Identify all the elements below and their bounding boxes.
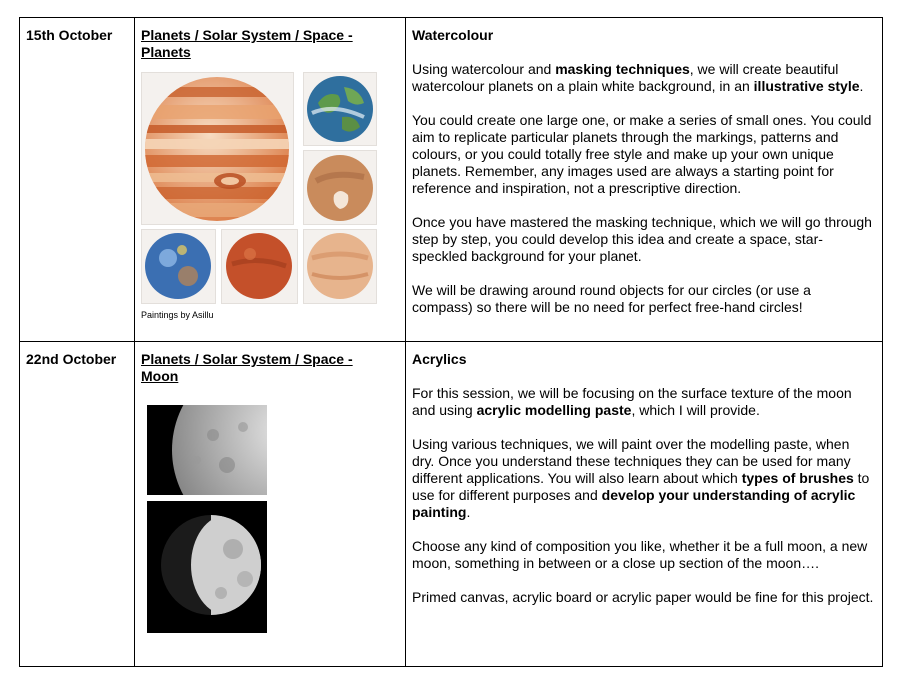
bold-text: illustrative style [753,78,860,94]
venus-graphic [304,230,376,303]
planet-paintings-image [141,72,381,304]
table-row [20,18,883,342]
earth-graphic [304,73,376,145]
jupiter-graphic [142,73,293,224]
paragraph-text: , which I will provide. [631,402,760,418]
nebula-planet-painting [141,229,216,304]
pluto-graphic [304,151,376,224]
bold-text: masking techniques [555,61,690,77]
paragraph-text: Using various techniques, we will paint over the modelling paste, when dry. Once you understand these techniques they can be used for many different applications. You will also learn about which [412,436,851,486]
paragraph-text: to use for different purposes and [412,470,870,503]
description-paragraph: Primed canvas, acrylic board or acrylic paper would be fine for this project. [412,589,874,605]
session-date: 22nd October [26,351,117,367]
half-moon-photo [147,501,267,633]
table-row [20,342,883,667]
topic-cell [135,342,406,667]
medium-heading: Watercolour [412,27,494,43]
paragraph-text: . [859,78,864,94]
session-topic: Planets / Solar System / Space - Planets [141,27,353,60]
bold-text: develop your understanding of acrylic painting [412,487,856,520]
moon-photos [135,385,405,625]
session-topic: Planets / Solar System / Space - Moon [141,351,353,384]
description-cell [406,18,883,342]
description-paragraph: Once you have mastered the masking technique, which we will go through step by step, you could develop this idea and create a space, star-speckled background for your planet. [412,214,872,264]
mars-graphic [222,230,297,303]
bold-text: types of brushes [741,470,854,486]
earth-painting [303,72,377,146]
description-paragraph: We will be drawing around round objects for our circles (or use a compass) so there will be no need for perfect free-hand circles! [412,282,811,315]
moon-closeup-photo [147,405,267,495]
medium-heading: Acrylics [412,351,467,367]
paragraph-text: For this session, we will be focusing on the surface texture of the moon and using [412,385,852,418]
description-paragraph [412,385,874,419]
mars-painting [221,229,298,304]
paragraph-text: Using watercolour and [412,61,556,77]
description-paragraph: You could create one large one, or make a series of small ones. You could aim to replicate particular planets through the markings, patterns and colours, or you could totally free style and make up your own unique planets. Remember, any images used are always a starting point for reference and inspiration, not a prescriptive direction. [412,112,872,196]
description-cell [406,342,883,667]
session-description [406,342,882,606]
description-paragraph: Choose any kind of composition you like, whether it be a full moon, a new moon, something in between or a close up section of the moon…. [412,538,868,571]
description-paragraph [412,61,874,95]
session-date: 15th October [26,27,113,43]
half-moon-graphic [147,501,267,633]
pluto-painting [303,150,377,225]
jupiter-painting [141,72,294,225]
description-paragraph [412,436,874,521]
venus-painting [303,229,377,304]
session-description [406,18,882,316]
blue-planet-graphic [142,230,215,303]
date-cell [20,18,135,342]
bold-text: acrylic modelling paste [476,402,632,418]
date-cell [20,342,135,667]
topic-cell [135,18,406,342]
schedule-table [19,17,883,667]
moon-closeup-graphic [147,405,267,495]
paragraph-text: . [466,504,471,520]
image-caption: Paintings by Asillu [141,310,214,320]
paragraph-text: , we will create beautiful watercolour planets on a plain white background, in an [412,61,839,94]
